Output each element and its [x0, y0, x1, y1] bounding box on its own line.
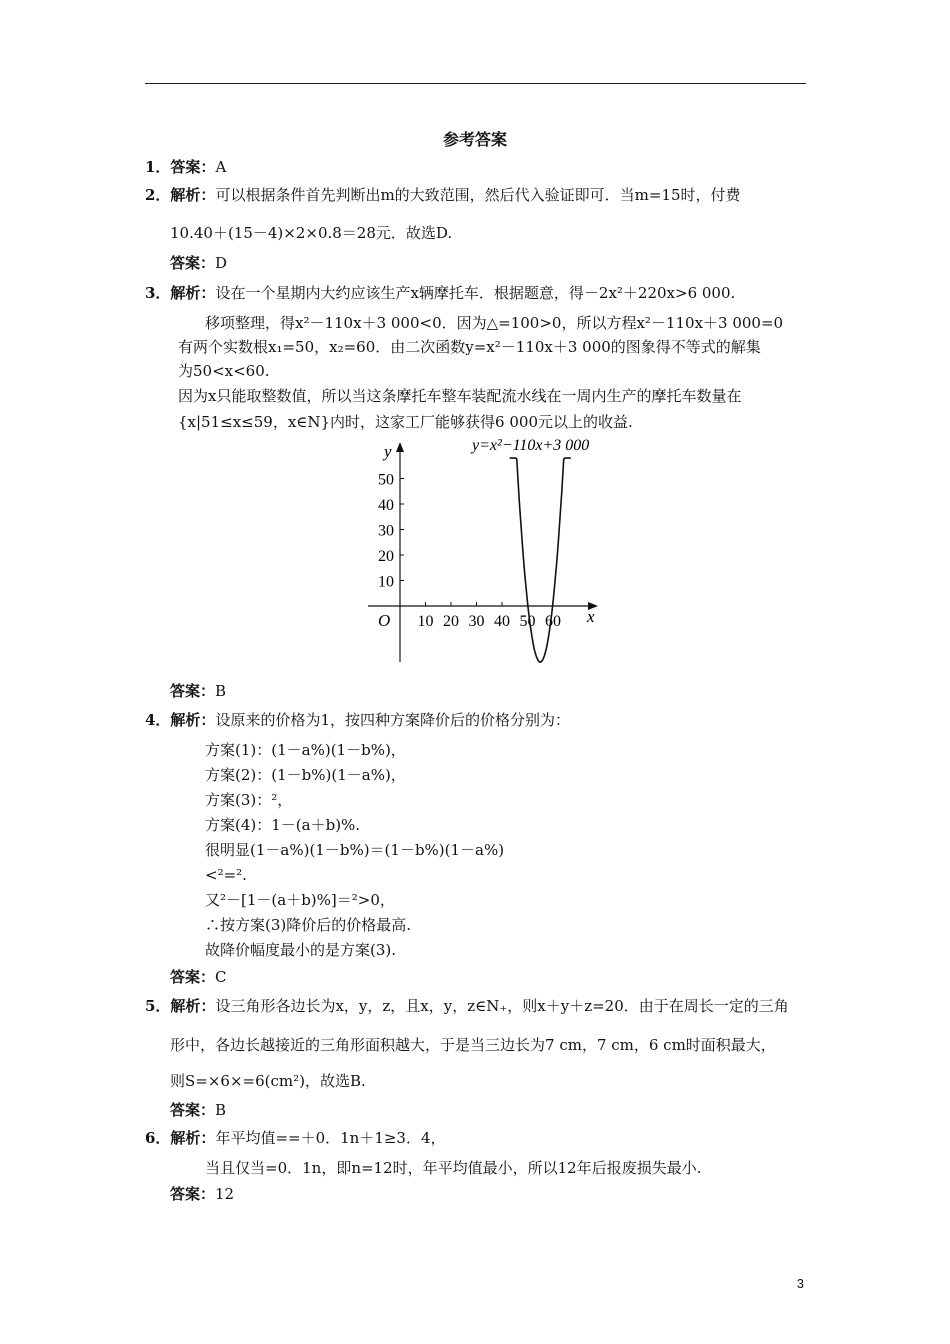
line-text: 移项整理，得x²－110x＋3 000<0．因为△=100>0，所以方程x²－110x＋3 000=0 [205, 314, 784, 332]
line-text: ∴按方案(3)降价后的价格最高. [205, 916, 412, 934]
line-label: 6．解析： [145, 1129, 216, 1147]
x-tick-label: 40 [494, 613, 510, 630]
page-title: 参考答案 [442, 130, 507, 149]
y-tick-label: 30 [378, 522, 394, 540]
line-text: <²=². [205, 866, 247, 884]
line-label: 答案： [170, 1185, 216, 1203]
parabola-graph [340, 430, 630, 684]
text-line [145, 185, 741, 205]
graph-svg [340, 430, 630, 680]
line-text: 方案(1)：(1－a%)(1－b%)， [205, 741, 406, 759]
line-text: 方案(3)：²， [205, 791, 293, 809]
line-label: 3．解析： [145, 284, 216, 302]
x-tick-label: 10 [417, 613, 434, 630]
line-text: {x|51≤x≤59，x∈N}内时，这家工厂能够获得6 000元以上的收益. [178, 413, 633, 431]
text-line [170, 223, 452, 243]
text-line [178, 412, 633, 432]
line-label: 2．解析： [145, 186, 216, 204]
line-text: 方案(2)：(1－b%)(1－a%)， [205, 766, 406, 784]
x-tick-label: 50 [519, 613, 536, 630]
line-text: 设原来的价格为1，按四种方案降价后的价格分别为： [215, 711, 570, 729]
line-text: 设三角形各边长为x，y，z，且x，y，z∈N₊，则x＋y＋z=20．由于在周长一定的三角 [215, 997, 789, 1015]
line-label: 答案： [170, 254, 216, 272]
line-text: 则S=×6×=6(cm²)，故选B. [170, 1072, 366, 1090]
line-text: 有两个实数根x₁=50，x₂=60．由二次函数y=x²－110x＋3 000的图象得不等式的解集 [178, 338, 761, 356]
origin-label: O [378, 611, 391, 630]
text-line [178, 337, 761, 357]
text-line [145, 996, 789, 1016]
text-line [205, 313, 783, 333]
header-rule [145, 83, 806, 84]
line-label: 答案： [170, 682, 216, 700]
text-line [205, 915, 411, 935]
line-label: 5．解析： [145, 997, 216, 1015]
text-line [145, 1128, 446, 1148]
text-line [145, 283, 735, 303]
line-label: 4．解析： [145, 711, 216, 729]
text-line [170, 681, 226, 701]
y-axis-arrow [396, 442, 404, 452]
line-text: C [215, 968, 227, 986]
line-text: 故降价幅度最小的是方案(3). [205, 941, 397, 959]
line-text: 设在一个星期内大约应该生产x辆摩托车．根据题意，得－2x²＋220x>6 000. [215, 284, 736, 302]
text-line [205, 940, 396, 960]
text-line [178, 386, 741, 406]
y-tick-label: 50 [378, 471, 394, 489]
text-line [205, 790, 292, 810]
line-text: 因为x只能取整数值，所以当这条摩托车整车装配流水线在一周内生产的摩托车数量在 [178, 387, 742, 405]
line-text: A [215, 158, 227, 176]
text-line [205, 740, 406, 760]
text-line [170, 967, 227, 987]
text-line [205, 890, 395, 910]
text-line [170, 1071, 366, 1091]
y-tick-label: 40 [378, 497, 394, 514]
line-text: 当且仅当=0．1n，即n=12时，年平均值最小，所以12年后报废损失最小. [205, 1159, 702, 1177]
text-line [145, 157, 226, 177]
y-tick-label: 20 [378, 548, 394, 565]
text-line [205, 765, 406, 785]
y-axis-label: y [384, 442, 392, 461]
x-axis-label: x [587, 607, 595, 626]
page-number: 3 [796, 1276, 804, 1291]
text-line [145, 710, 570, 730]
line-text: B [215, 682, 227, 700]
line-text: 为50<x<60. [178, 362, 270, 380]
text-line [170, 1035, 776, 1055]
text-line [205, 1158, 702, 1178]
line-label: 答案： [170, 1101, 216, 1119]
line-text: D [215, 254, 228, 272]
line-text: 可以根据条件首先判断出m的大致范围，然后代入验证即可．当m=15时，付费 [215, 186, 741, 204]
text-line [205, 840, 504, 860]
line-text: 很明显(1－a%)(1－b%)＝(1－b%)(1－a%) [205, 841, 505, 859]
line-text: 12 [215, 1185, 235, 1203]
text-line [205, 865, 247, 885]
line-text: 又²－[1－(a＋b)%]＝²>0， [205, 891, 395, 909]
text-line [178, 361, 270, 381]
y-tick-label: 10 [378, 573, 394, 591]
x-tick-label: 30 [468, 613, 485, 630]
text-line [170, 253, 227, 273]
line-label: 1．答案： [145, 158, 216, 176]
x-tick-label: 60 [545, 613, 561, 630]
line-text: 方案(4)：1－(a＋b)%. [205, 816, 361, 834]
line-text: B [215, 1101, 227, 1119]
text-line [170, 1100, 226, 1120]
line-text: 年平均值==＋0．1n＋1≥3．4， [215, 1129, 446, 1147]
line-label: 答案： [170, 968, 216, 986]
line-text: 形中，各边长越接近的三角形面积越大，于是当三边长为7 cm，7 cm，6 cm时面积最大， [170, 1036, 776, 1054]
parabola-curve [510, 458, 571, 662]
line-text: 10.40＋(15－4)×2×0.8＝28元．故选D. [170, 224, 453, 242]
x-tick-label: 20 [443, 613, 459, 630]
text-line [170, 1184, 234, 1204]
text-line [205, 815, 360, 835]
curve-label: y=x²−110x+3 000 [472, 437, 590, 454]
